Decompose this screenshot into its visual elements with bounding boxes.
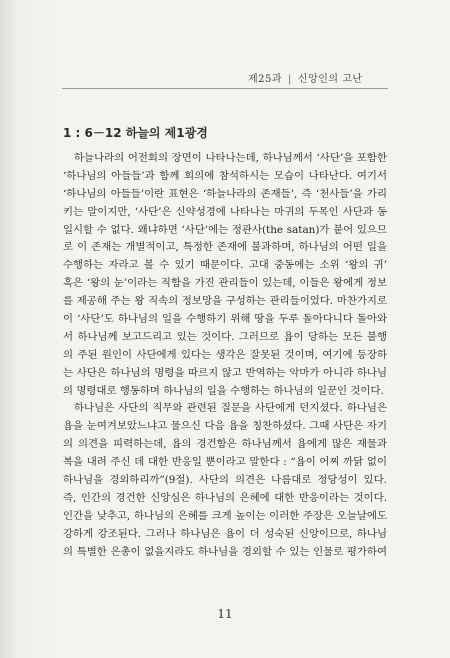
text-line: 는 사단은 하나님의 명령을 따르지 않고 반역하는 악마가 아니라 하나님 xyxy=(63,366,387,379)
text-line: 로 이 존재는 개별적이고, 특정한 존재에 불과하며, 하나님의 어떤 일을 xyxy=(63,241,387,254)
text-line: 이 ‘사단’도 하나님의 일을 수행하기 위해 땅을 두루 돌아다니다 돌아와 xyxy=(63,313,387,326)
text-line: 키는 말이지만, ‘사단’은 신약성경에 나타나는 마귀의 두목인 사단과 동 xyxy=(63,205,387,218)
text-line: 서 하나님께 보고드리고 있는 것이다. 그러므로 욥이 당하는 모든 불행 xyxy=(63,330,387,343)
text-line: 하나님은 사단의 직무와 관련된 질문을 사단에게 던지셨다. 하나님은 xyxy=(74,402,387,415)
text-line: ‘하나님의 아들들’이란 표현은 ‘하늘나라의 존재들’, 즉 ‘천사들’을 가리 xyxy=(63,187,387,200)
text-line: 강하게 강조된다. 그러나 하나님은 욥이 더 성숙된 신앙이므로, 하나님 xyxy=(63,527,387,540)
text-line: 복을 내려 주신 데 대한 반응일 뿐이라고 말한다 : “욥이 어찌 까닭 없이 xyxy=(63,456,387,469)
section-heading: 1 : 6－12 하늘의 제1광경 xyxy=(63,126,208,140)
text-line: 의 특별한 은총이 없을지라도 하나님을 경외할 수 있는 인물로 평가하여 xyxy=(63,545,387,558)
running-header xyxy=(248,70,363,85)
text-line: 욥을 눈여겨보았느냐고 물으신 다음 욥을 칭찬하셨다. 그때 사단은 자기 xyxy=(63,420,387,433)
page-number: 11 xyxy=(217,607,233,621)
chapter-title: 신앙인의 고난 xyxy=(297,74,363,85)
text-line: 즉, 인간의 경건한 신앙심은 하나님의 은혜에 대한 반응이라는 것이다. xyxy=(63,491,387,504)
text-line: 수행하는 자라고 볼 수 있기 때문이다. 고대 중동에는 소위 ‘왕의 귀’ xyxy=(63,259,387,272)
header-rule xyxy=(62,88,388,89)
text-line: 혹은 ‘왕의 눈’이라는 직함을 가진 관리들이 있는데, 이들은 왕에게 정보 xyxy=(63,277,387,290)
text-line: ‘하나님의 아들들’과 함께 회의에 참석하시는 모습이 나타난다. 여기서 xyxy=(63,169,387,182)
text-line: 하늘나라의 어전회의 장면이 나타나는데, 하나님께서 ‘사단’을 포함한 xyxy=(74,152,387,164)
text-line: 의 명령대로 행동하며 하나님의 일을 수행하는 하나님의 일꾼인 것이다. xyxy=(63,384,384,397)
text-line: 의 주된 원인이 사단에게 있다는 생각은 잘못된 것이며, 여기에 등장하 xyxy=(63,348,387,361)
chapter-label: 제25과 xyxy=(248,74,283,85)
text-line: 인간을 낮추고, 하나님의 은혜를 크게 높이는 이러한 주장은 오늘날에도 xyxy=(63,509,387,522)
text-line: 의 의견을 피력하는데, 욥의 경건함은 하나님께서 욥에게 많은 재물과 xyxy=(63,438,387,451)
header-separator: | xyxy=(288,74,292,85)
text-line: 일시할 수 없다. 왜냐하면 ‘사단’에는 정관사(the satan)가 붙어 있으므 xyxy=(63,223,387,236)
text-line: 하나님을 경외하리까”(9절). 사단의 의견은 나름대로 정당성이 있다. xyxy=(63,474,387,487)
body-text xyxy=(63,150,387,561)
text-line: 를 제공해 주는 왕 직속의 정보망을 구성하는 관리들이었다. 마찬가지로 xyxy=(63,295,387,308)
